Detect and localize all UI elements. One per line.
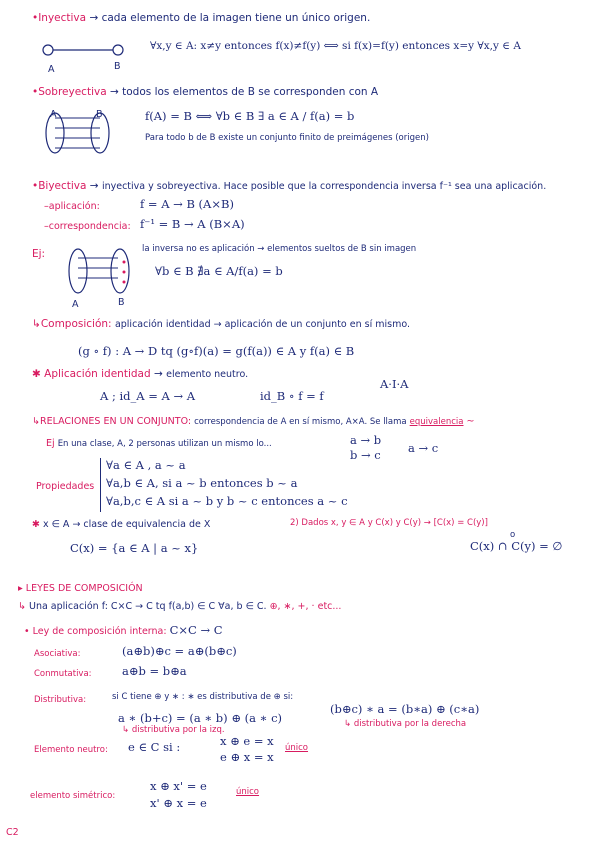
prop-reflexive: ∀a ∈ A , a ~ a (106, 458, 186, 472)
identidad-heading: ✱ Aplicación identidad → elemento neutro. (32, 368, 249, 380)
asociativa-label: Asociativa: (34, 649, 81, 659)
relaciones-ej: Ej En una clase, A, 2 personas utilizan un mismo lo... (46, 438, 272, 449)
identidad-formula: A ; id_A = A → A (100, 389, 196, 403)
identidad-aia: A·I·A (380, 377, 409, 391)
simetrico-unique-tag: único (236, 787, 260, 797)
props-label: Propiedades (36, 481, 95, 492)
surjective-formula: f(A) = B ⟺ ∀b ∈ B ∃ a ∈ A / f(a) = b (145, 109, 355, 123)
neutro-label: Elemento neutro: (34, 745, 108, 755)
inyectiva-desc: cada elemento de la imagen tiene un único origen. (101, 12, 371, 24)
inyectiva-title: Inyectiva (38, 12, 87, 24)
distributiva-left-note: ↳ distributiva por la izq. (122, 725, 225, 735)
relaciones-matrix2: b → c (350, 448, 381, 462)
relaciones-matrix3: a → c (408, 441, 439, 455)
biyectiva-app-label: –aplicación: (44, 201, 100, 212)
prop-transitive: ∀a,b,c ∈ A si a ~ b y b ~ c entonces a ~ c (106, 494, 348, 508)
neutro-def: e ∈ C si : (128, 740, 181, 754)
equiv-class-intro: ✱ x ∈ A → clase de equivalencia de X (32, 519, 211, 530)
bullet-inyectiva: •Inyectiva → cada elemento de la imagen tiene un único origen. (32, 12, 371, 24)
injective-a-label: A (48, 64, 55, 75)
example-a-label: A (72, 299, 79, 310)
surjective-a-label: A (50, 109, 57, 120)
relaciones-matrix1: a → b (350, 433, 382, 447)
distributiva-right: (b⊕c) ∗ a = (b∗a) ⊕ (c∗a) (330, 702, 480, 716)
asociativa-formula: (a⊕b)⊕c = a⊕(b⊕c) (122, 644, 237, 658)
page-marker: C2 (6, 827, 19, 838)
composicion-formula: (g ∘ f) : A → D tq (g∘f)(a) = g(f(a)) ∈ A y f(a) ∈ B (78, 344, 355, 358)
biyectiva-app-formula: f = A → B (A×B) (140, 197, 234, 211)
surjective-b-label: B (96, 109, 103, 120)
sobreyectiva-desc: todos los elementos de B se corresponden con A (122, 86, 379, 98)
sobreyectiva-title: Sobreyectiva (38, 86, 107, 98)
equiv-part2-or: o (510, 530, 516, 540)
example-formula: ∀b ∈ B ∄a ∈ A/f(a) = b (155, 264, 283, 278)
biyectiva-corr-label: –correspondencia: (44, 221, 131, 232)
biyectiva-desc: inyectiva y sobreyectiva. Hace posible que la correspondencia inversa f⁻¹ sea una aplicación. (101, 181, 547, 192)
injective-b-label: B (114, 61, 121, 72)
neutro-left: e ⊕ x = x (220, 750, 274, 764)
leyes-desc: ↳ Una aplicación f: C×C → C tq f(a,b) ∈ C ∀a, b ∈ C. ⊕, ∗, +, · etc... (18, 601, 342, 612)
equiv-part2: 2) Dados x, y ∈ A y C(x) y C(y) → [C(x) = C(y)] (290, 518, 488, 528)
neutro-unique-tag: único (285, 743, 309, 753)
simetrico-left: x' ⊕ x = e (150, 796, 207, 810)
prop-symmetric: ∀a,b ∈ A, si a ~ b entonces b ~ a (106, 476, 298, 490)
surjective-note: Para todo b de B existe un conjunto finito de preimágenes (origen) (145, 133, 429, 143)
relaciones-heading: ↳RELACIONES EN UN CONJUNTO: correspondencia de A en sí mismo, A×A. Se llama equivalencia ~ (32, 416, 475, 427)
example-note: la inversa no es aplicación → elementos sueltos de B sin imagen (142, 244, 417, 254)
biyectiva-title: Biyectiva (38, 180, 87, 192)
bullet-sobreyectiva: •Sobreyectiva → todos los elementos de B se corresponden con A (32, 86, 379, 98)
ej-label: Ej: (32, 248, 46, 260)
injective-formula: ∀x,y ∈ A: x≠y entonces f(x)≠f(y) ⟺ si f(x)=f(y) entonces x=y ∀x,y ∈ A (150, 40, 521, 52)
conmutativa-formula: a⊕b = b⊕a (122, 664, 187, 678)
conmutativa-label: Conmutativa: (34, 669, 92, 679)
equiv-part2-disjoint: C(x) ∩ C(y) = ∅ (470, 539, 563, 553)
distributiva-label: Distributiva: (34, 695, 87, 705)
simetrico-label: elemento simétrico: (30, 791, 116, 801)
distributiva-left: a ∗ (b+c) = (a ∗ b) ⊕ (a ∗ c) (118, 711, 283, 725)
distributiva-desc: si C tiene ⊕ y ∗ : ∗ es distributiva de ⊕ si: (112, 692, 294, 702)
props-brace (100, 458, 101, 512)
identidad-formula2: id_B ∘ f = f (260, 389, 324, 403)
biyectiva-corr-formula: f⁻¹ = B → A (B×A) (140, 217, 245, 231)
composicion-heading: ↳Composición: aplicación identidad → aplicación de un conjunto en sí mismo. (32, 318, 411, 330)
example-b-label: B (118, 297, 125, 308)
neutro-right: x ⊕ e = x (220, 734, 274, 748)
distributiva-right-note: ↳ distributiva por la derecha (344, 719, 467, 729)
equiv-class-def: C(x) = {a ∈ A | a ~ x} (70, 541, 199, 555)
leyes-heading: ▸ LEYES DE COMPOSICIÓN (18, 583, 143, 594)
lci-heading: • Ley de composición interna: C×C → C (24, 623, 223, 637)
simetrico-right: x ⊕ x' = e (150, 779, 207, 793)
bullet-biyectiva: •Biyectiva → inyectiva y sobreyectiva. Hace posible que la correspondencia inversa f⁻¹ sea una aplicación. (32, 180, 547, 192)
